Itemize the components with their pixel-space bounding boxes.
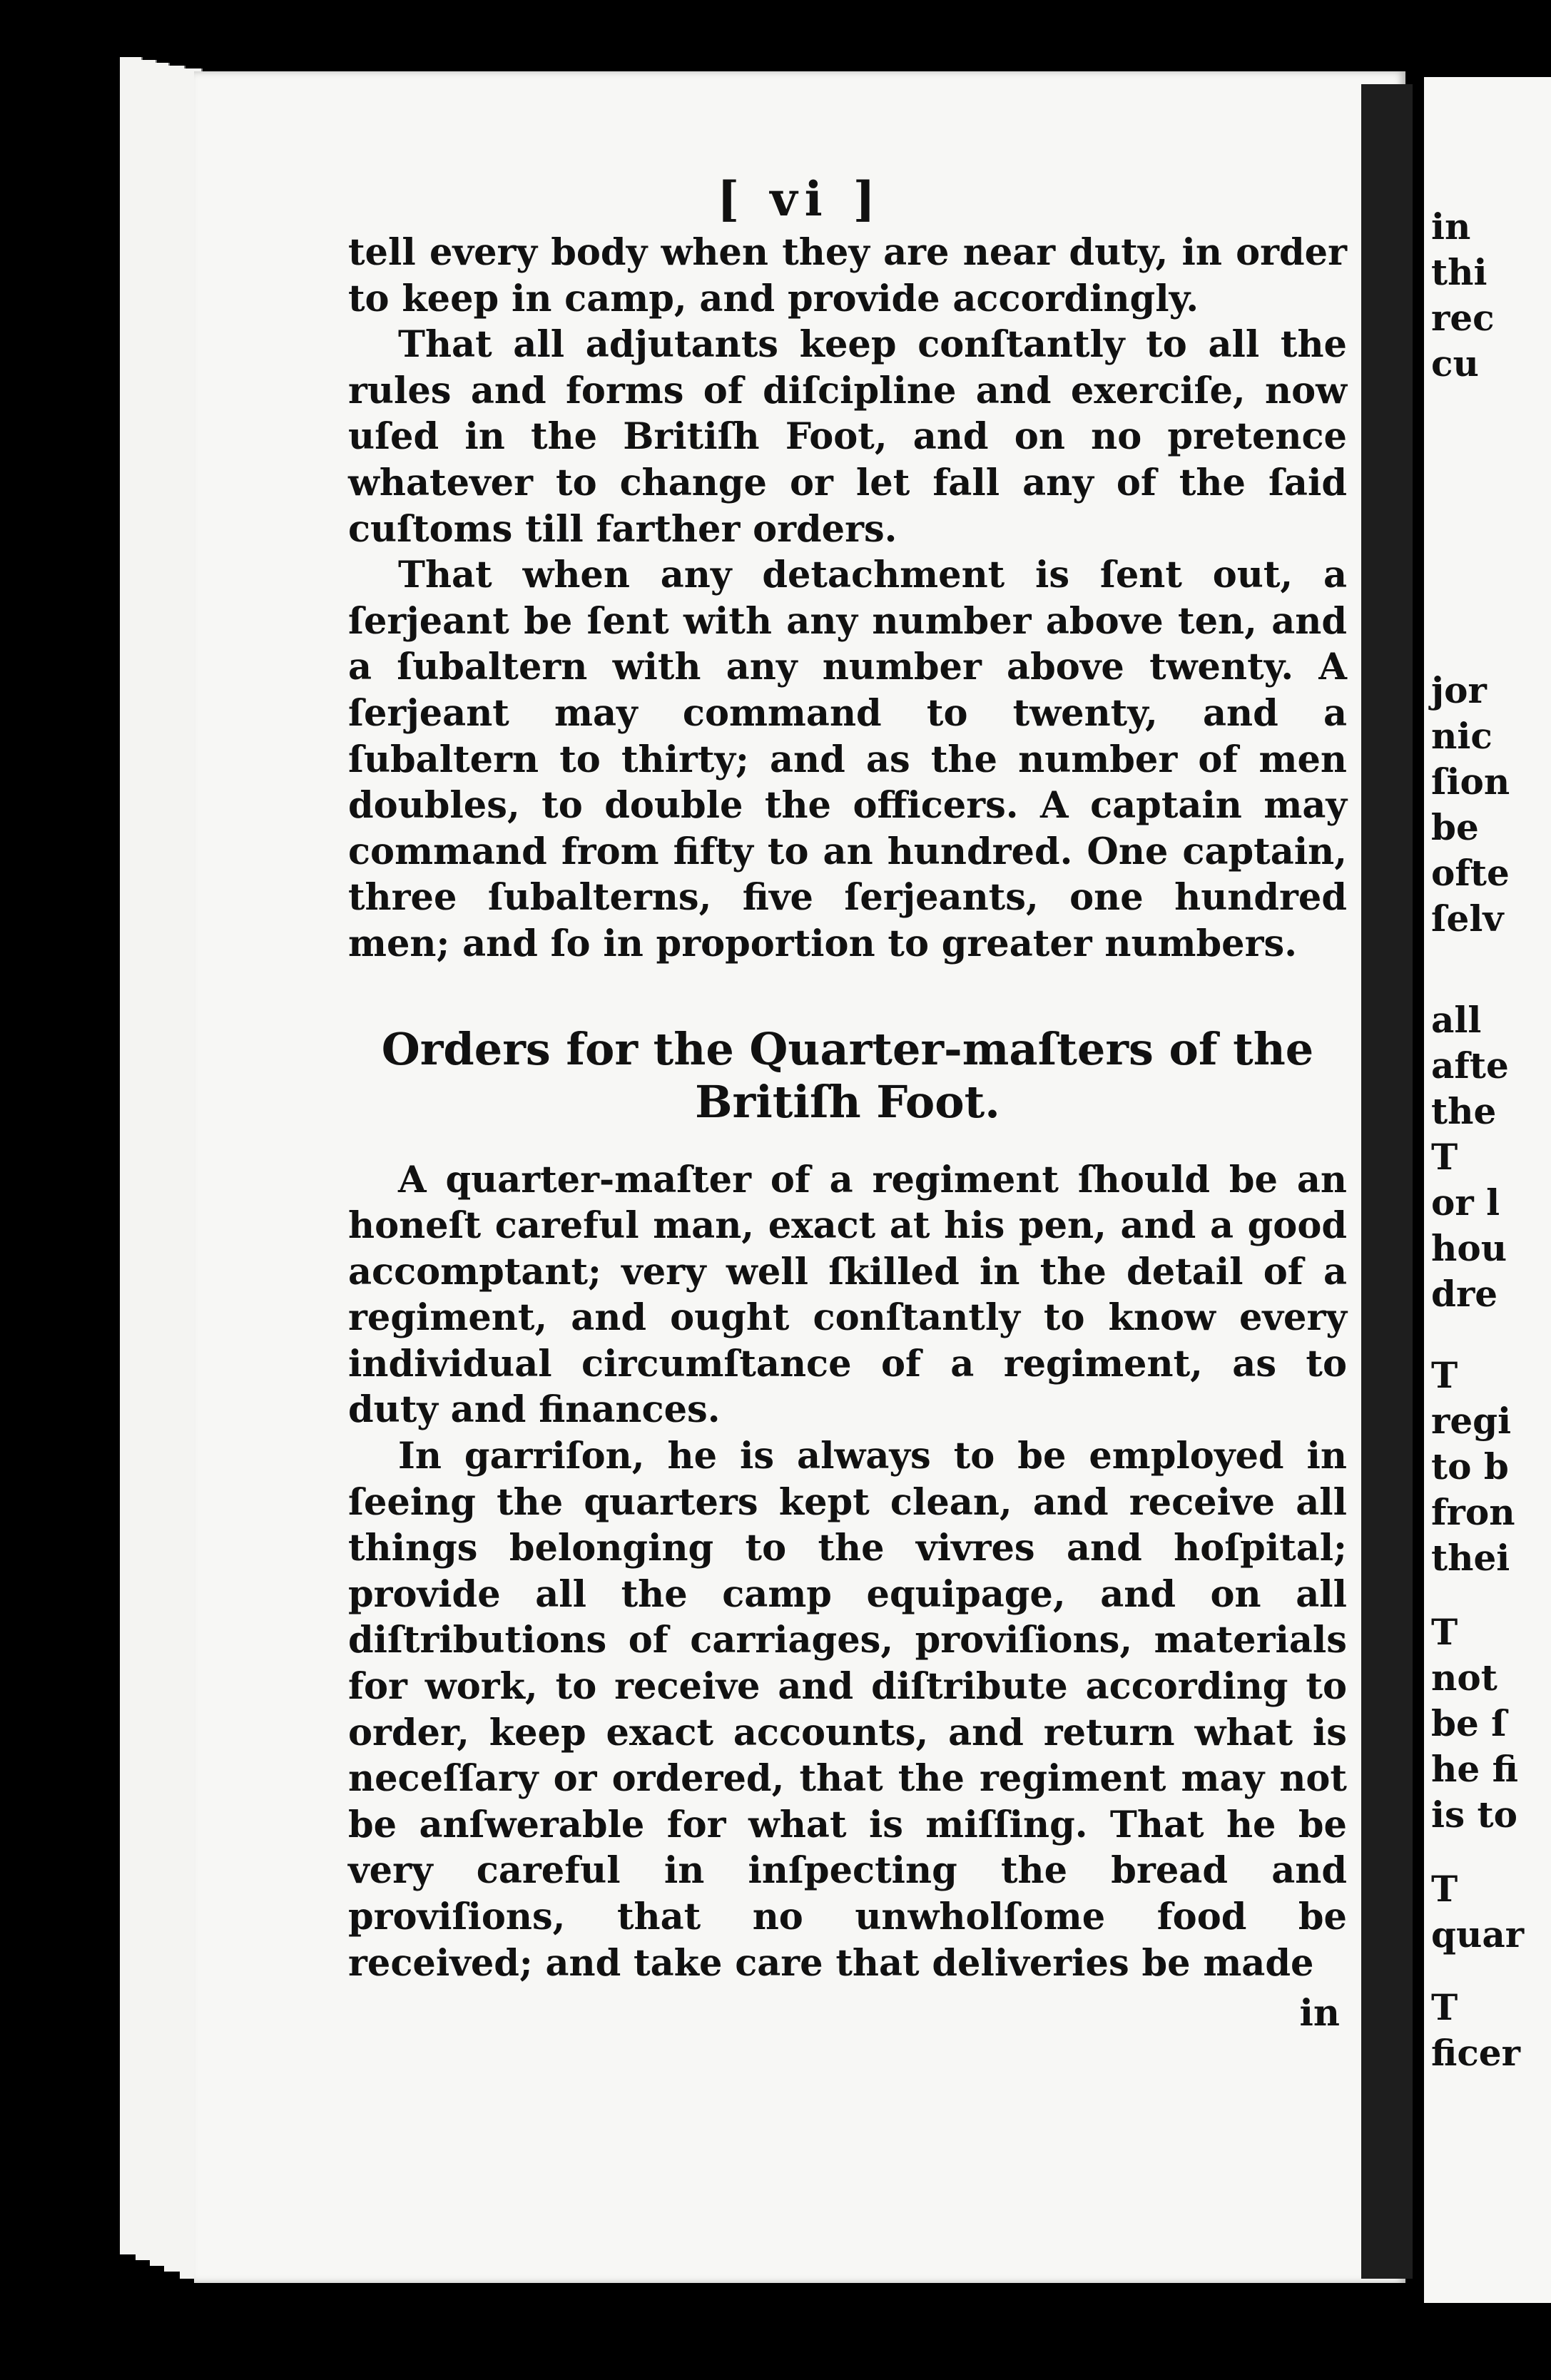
facing-page bbox=[1424, 77, 1551, 2303]
facing-text-fragment: T bbox=[1431, 1136, 1458, 1178]
facing-text-fragment: T bbox=[1431, 1611, 1458, 1653]
facing-text-fragment: rec bbox=[1431, 297, 1495, 339]
page-number: [ vi ] bbox=[717, 171, 883, 227]
section-heading: Orders for the Quarter-maſters of the Britiſh Foot. bbox=[381, 1022, 1314, 1128]
facing-text-fragment: in bbox=[1431, 205, 1471, 248]
facing-text-fragment: fron bbox=[1431, 1491, 1515, 1533]
facing-text-fragment: T bbox=[1431, 1354, 1458, 1396]
paragraph: In garriſon, he is always to be employed in ſeeing the quarters kept clean, and receive all things belonging to the vivres and hoſpital; provide all the camp equipage, and on all diſtributions of carriages, proviſions, materials for work, to receive and diſtribute according to order, keep exact accounts, and return what is neceſſary or ordered, that the regiment may not be anſwerable for what is miſſing. That he be very careful in inſpecting the bread and proviſions, that no unwholſome food be received; and take care that deliveries be made bbox=[348, 1435, 1347, 1985]
facing-text-fragment: ſion bbox=[1431, 761, 1510, 803]
facing-text-fragment: the bbox=[1431, 1090, 1497, 1132]
paragraph: That when any detachment is ſent out, a ſerjeant be ſent with any number above ten, and a ſubaltern with any number above twenty. A ſerjeant may command to twenty, and a ſubaltern to thirty; and as the number of men doubles, to double the officers. A captain may command from fifty to an hundred. One captain, three ſubalterns, five ſerjeants, one hundred men; and ſo in proportion to greater numbers. bbox=[348, 554, 1347, 965]
facing-text-fragment: T bbox=[1431, 1868, 1458, 1910]
facing-text-fragment: be ſ bbox=[1431, 1702, 1507, 1744]
facing-text-fragment: afte bbox=[1431, 1044, 1509, 1087]
facing-text-fragment: ficer bbox=[1431, 2032, 1520, 2074]
facing-text-fragment: he fi bbox=[1431, 1748, 1518, 1790]
facing-text-fragment: nic bbox=[1431, 715, 1492, 757]
page-text bbox=[348, 230, 1347, 2037]
facing-text-fragment: ſelv bbox=[1431, 897, 1504, 940]
facing-text-fragment: to b bbox=[1431, 1445, 1509, 1488]
facing-text-fragment: all bbox=[1431, 999, 1482, 1041]
facing-text-fragment: quar bbox=[1431, 1913, 1525, 1956]
facing-text-fragment: regi bbox=[1431, 1400, 1512, 1442]
catchword: in bbox=[1299, 1992, 1340, 2035]
facing-text-fragment: T bbox=[1431, 1986, 1458, 2028]
facing-text-fragment: be bbox=[1431, 806, 1479, 848]
paragraph: A quarter-maſter of a regiment ſhould be an honeſt careful man, exact at his pen, and a good accomptant; very well ſkilled in the detail of a regiment, and ought conſtantly to know every individual circumſtance of a regiment, as to duty and finances. bbox=[348, 1158, 1347, 1432]
book-gutter bbox=[1361, 84, 1413, 2279]
facing-text-fragment: hou bbox=[1431, 1227, 1507, 1269]
facing-text-fragment: thei bbox=[1431, 1537, 1510, 1579]
paragraph: tell every body when they are near duty, in order to keep in camp, and provide accordingly. bbox=[348, 231, 1347, 320]
facing-text-fragment: is to bbox=[1431, 1794, 1517, 1836]
facing-text-fragment: jor bbox=[1431, 669, 1487, 711]
facing-text-fragment: ofte bbox=[1431, 852, 1510, 894]
book-page bbox=[194, 71, 1405, 2283]
facing-text-fragment: dre bbox=[1431, 1273, 1498, 1315]
facing-text-fragment: thi bbox=[1431, 251, 1488, 293]
facing-text-fragment: or l bbox=[1431, 1181, 1500, 1224]
paragraph: That all adjutants keep conſtantly to all the rules and forms of diſcipline and exerciſe, now uſed in the Britiſh Foot, and on no pretence whatever to change or let fall any of the ſaid cuſtoms till farther orders. bbox=[348, 323, 1347, 551]
facing-text-fragment: cu bbox=[1431, 342, 1479, 385]
facing-text-fragment: not bbox=[1431, 1657, 1497, 1699]
